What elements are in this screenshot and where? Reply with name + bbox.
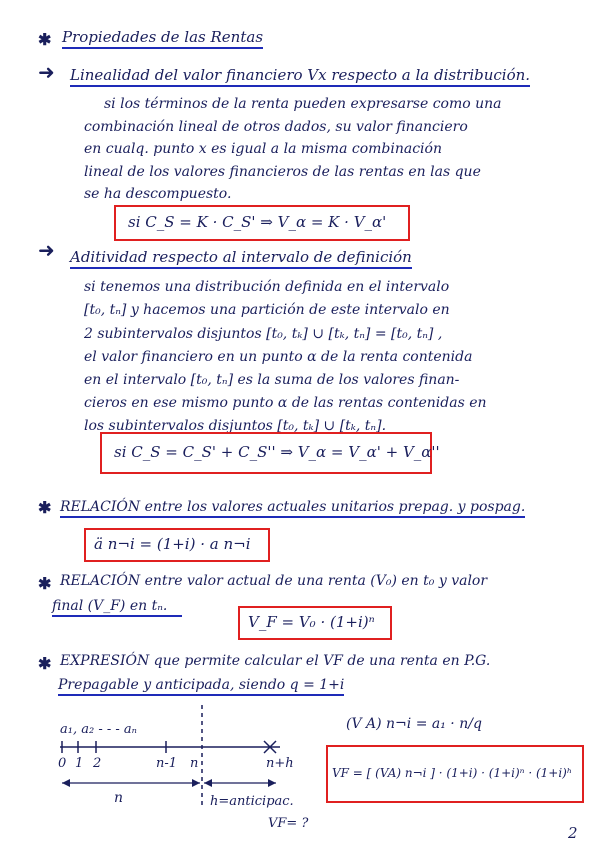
expression-heading-line1: EXPRESIÓN que permite calcular el VF de una renta en P.G. <box>60 653 491 669</box>
body-line: se ha descompuesto. <box>84 186 232 202</box>
section-heading-linealidad: Linealidad del valor financiero Vx respecto a la distribución. <box>70 66 530 87</box>
body-line: 2 subintervalos disjuntos [t₀, tₖ] ∪ [tₖ, tₙ] = [t₀, tₙ] , <box>84 326 443 342</box>
body-line: si los términos de la renta pueden expresarse como una <box>104 96 502 112</box>
formula-aditividad: si C_S = C_S' + C_S'' ⇒ V_α = V_α' + V_α'' <box>114 443 440 461</box>
body-line: si tenemos una distribución definida en el intervalo <box>84 279 450 295</box>
tick-label: 0 <box>58 756 67 771</box>
formula-relation-1: ä n¬i = (1+i) · a n¬i <box>94 535 251 553</box>
tick-label: n <box>190 756 199 771</box>
tick-label: 1 <box>75 756 84 771</box>
side-formula: (V A) n¬i = a₁ · n/q <box>346 716 482 732</box>
star-bullet-icon: ✱ <box>38 30 52 49</box>
relation-heading-prepag-pospag: RELACIÓN entre los valores actuales unitarios prepag. y pospag. <box>60 499 525 518</box>
body-line: los subintervalos disjuntos [t₀, tₖ] ∪ [tₖ, tₙ]. <box>84 418 387 434</box>
star-bullet-icon: ✱ <box>38 654 52 673</box>
body-line: en cualq. punto x es igual a la misma combinación <box>84 141 442 157</box>
formula-linealidad: si C_S = K · C_S' ⇒ V_α = K · V_α' <box>128 213 387 231</box>
relation-heading-line2: final (V_F) en tₙ. <box>52 598 182 617</box>
diagram-n-label: n <box>114 790 124 806</box>
body-line: combinación lineal de otros dados, su valor financiero <box>84 119 468 135</box>
arrow-bullet-icon: ➜ <box>38 238 55 262</box>
body-line: en el intervalo [t₀, tₙ] es la suma de los valores finan- <box>84 372 460 388</box>
star-bullet-icon: ✱ <box>38 498 52 517</box>
body-line: lineal de los valores financieros de las rentas en las que <box>84 164 481 180</box>
diagram-h-label: h=anticipac. <box>210 794 294 809</box>
body-line: cieros en ese mismo punto α de las rentas contenidas en <box>84 395 487 411</box>
expression-heading-line2: Prepagable y anticipada, siendo q = 1+i <box>58 677 344 696</box>
relation-heading-line1: RELACIÓN entre valor actual de una renta (V₀) en t₀ y valor <box>60 573 488 589</box>
star-bullet-icon: ✱ <box>38 574 52 593</box>
body-line: [t₀, tₙ] y hacemos una partición de este intervalo en <box>84 302 450 318</box>
tick-label: n+h <box>266 756 294 771</box>
diagram-vf-question: VF= ? <box>268 816 309 831</box>
tick-label: 2 <box>93 756 102 771</box>
section-heading-aditividad: Aditividad respecto al intervalo de definición <box>70 248 412 269</box>
page-number: 2 <box>568 824 578 842</box>
formula-relation-2: V_F = V₀ · (1+i)ⁿ <box>248 613 375 631</box>
diagram-terms: a₁, a₂ - - - aₙ <box>60 722 137 737</box>
tick-label: n-1 <box>156 756 178 771</box>
arrow-bullet-icon: ➜ <box>38 60 55 84</box>
page-title: Propiedades de las Rentas <box>62 28 263 49</box>
final-formula: VF = [ (VA) n¬i ] · (1+i) · (1+i)ⁿ · (1+i)ʰ <box>332 766 573 780</box>
body-line: el valor financiero en un punto α de la renta contenida <box>84 349 473 365</box>
